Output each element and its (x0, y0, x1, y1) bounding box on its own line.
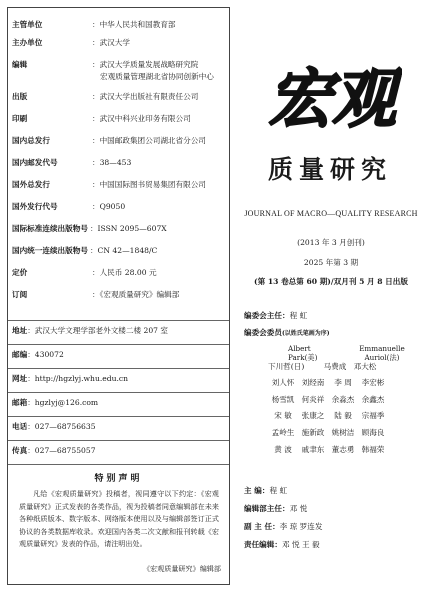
editor-label: 主 编： (244, 486, 270, 495)
info-value: 武汉大学出版社有限责任公司 (99, 92, 199, 101)
board-member-name: 顾海良 (361, 427, 385, 437)
board-chair (244, 310, 307, 321)
board-member-name: 姚树洁 (331, 427, 355, 437)
editor-value: 李 琼 罗连发 (279, 522, 323, 531)
board-member-name: 宗福季 (361, 411, 385, 421)
publication-info-box (7, 7, 230, 585)
info-row (12, 398, 226, 408)
board-member-name: 刘经南 (301, 378, 325, 388)
board-member-name: 施新政 (301, 427, 325, 437)
info-value: CN 42—1848/C (97, 246, 158, 255)
editor-value: 邓 悦 王 毅 (281, 540, 320, 549)
info-value: 宏观质量管理湖北省协同创新中心 (100, 72, 214, 81)
divider (8, 368, 229, 369)
info-label: 主办单位 (12, 38, 43, 47)
board-name-row (268, 427, 426, 444)
info-label: 国内邮发代号 (12, 158, 58, 167)
info-label: 网址 (12, 374, 28, 383)
board-name-row (268, 444, 426, 461)
divider (8, 416, 229, 417)
info-row (12, 114, 226, 124)
info-row (12, 422, 226, 432)
info-label: 印刷 (12, 114, 28, 123)
editor-value: 邓 悦 (289, 504, 308, 513)
board-member-name: 余淼杰 (331, 394, 355, 404)
issue-number: 2025 年第 3 期 (303, 258, 359, 267)
board-member-name: 余鑫杰 (361, 394, 385, 404)
editor-row (244, 539, 320, 550)
info-row (12, 326, 226, 336)
info-colon: ： (92, 92, 100, 101)
info-value: 中国邮政集团公司湖北省分公司 (99, 136, 206, 145)
journal-title-en: JOURNAL OF MACRO—QUALITY RESEARCH (244, 209, 418, 218)
info-colon: ： (92, 268, 100, 277)
board-member-name: 戚聿东 (301, 444, 325, 454)
board-name-row (268, 410, 426, 427)
info-label: 传真 (12, 446, 28, 455)
info-colon: ： (27, 374, 35, 383)
editor-value: 程 虹 (269, 486, 288, 495)
info-value: http://hgzlyj.whu.edu.cn (34, 374, 129, 383)
board-member-name: 杨雪凯 (271, 394, 295, 404)
info-row (12, 446, 226, 456)
info-label: 国外总发行 (12, 180, 50, 189)
info-row (12, 268, 226, 278)
board-name-row (268, 377, 426, 394)
info-value: 人民币 28.00 元 (99, 268, 157, 277)
info-row (12, 224, 226, 234)
board-member-name: 孟岭生 (271, 427, 295, 437)
divider (8, 392, 229, 393)
info-colon: ： (92, 158, 100, 167)
info-colon: ： (92, 114, 100, 123)
info-value: 武汉大学 (99, 38, 130, 47)
info-row (12, 72, 226, 82)
info-colon: ： (89, 224, 98, 233)
info-row (12, 158, 226, 168)
info-row (12, 246, 226, 256)
info-label: 邮编 (12, 350, 28, 359)
info-row (12, 60, 226, 70)
info-row (12, 136, 226, 146)
info-label: 邮箱 (12, 398, 28, 407)
board-member-name: Emmanuelle Auriol(法) (359, 344, 405, 362)
board-members-heading (244, 327, 330, 338)
info-value: 38—453 (99, 158, 132, 167)
info-label: 订阅 (12, 290, 28, 299)
board-member-name: 何炎祥 (301, 394, 325, 404)
info-value: 武汉大学文理学部老外文楼二楼 207 室 (34, 326, 169, 335)
board-member-name: 李 周 (334, 378, 352, 388)
board-name-row (268, 361, 426, 378)
info-value: 中国国际图书贸易集团有限公司 (99, 180, 206, 189)
editor-row (244, 521, 322, 532)
journal-title: 质量研究 (267, 155, 392, 184)
info-label: 主管单位 (12, 20, 43, 29)
info-row (12, 180, 226, 190)
editor-row (244, 485, 287, 496)
info-label: 国际标准连续出版物号 (12, 224, 88, 233)
info-label: 电话 (12, 422, 28, 431)
editor-label: 编辑部主任： (244, 504, 290, 513)
info-value: 武汉中科兴业印务有限公司 (99, 114, 191, 123)
info-label: 国外发行代号 (12, 202, 58, 211)
info-label: 编辑 (12, 60, 28, 69)
info-colon: ： (92, 202, 100, 211)
info-row (12, 374, 226, 384)
editor-label: 责任编辑： (244, 540, 282, 549)
board-members-list (268, 344, 426, 460)
info-colon: ： (92, 20, 100, 29)
board-member-name: 董志勇 (331, 444, 355, 454)
info-colon: ： (89, 246, 98, 255)
divider (8, 464, 229, 465)
info-colon: ： (27, 446, 35, 455)
notice-title: 特别声明 (94, 474, 143, 484)
divider (8, 344, 229, 345)
divider (8, 320, 229, 321)
info-colon: ： (92, 38, 100, 47)
info-row (12, 350, 226, 360)
info-label: 国内统一连续出版物号 (12, 246, 88, 255)
board-members-note: (以姓氏笔画为序) (281, 330, 330, 337)
info-label: 国内总发行 (12, 136, 50, 145)
board-members-label: 编委会委员 (244, 328, 282, 337)
info-value: 430072 (34, 350, 64, 359)
editor-row (244, 503, 307, 514)
info-label: 定价 (12, 268, 28, 277)
board-chair-label: 编委会主任： (244, 311, 290, 320)
info-value: Q9050 (99, 202, 126, 211)
info-colon: ： (27, 422, 35, 431)
info-row (12, 20, 226, 30)
info-colon: ： (27, 350, 35, 359)
info-value: 027—68756635 (34, 422, 96, 431)
board-member-name: 韩福荣 (361, 444, 385, 454)
volume-info: (第 13 卷总第 60 期)/双月刊 5 月 8 日出版 (254, 277, 408, 286)
info-colon: ： (92, 136, 100, 145)
board-member-name: 陆 毅 (334, 411, 352, 421)
board-member-name: 李宏彬 (361, 378, 385, 388)
info-colon: ： (92, 180, 100, 189)
board-member-name: 宋 敏 (274, 411, 292, 421)
info-value: 武汉大学质量发展战略研究院 (99, 60, 199, 69)
board-chair-name: 程 虹 (289, 311, 308, 320)
divider (8, 440, 229, 441)
info-value: 中华人民共和国教育部 (99, 20, 176, 29)
info-row (12, 92, 226, 102)
board-member-name: Albert Park(美) (288, 344, 318, 362)
info-label: 出版 (12, 92, 28, 101)
info-colon: ： (27, 398, 35, 407)
board-name-row (268, 394, 426, 411)
board-member-name: 刘人怀 (271, 378, 295, 388)
logo-text: 宏观 (268, 62, 396, 137)
notice-body: 凡给《宏观质量研究》投稿者，视同遵守以下约定：《宏观质量研究》正式发表的各类作品，视为投稿者同意编辑部在未来各种纸质版本、数字版本、网络版本使用以及与编辑部签订正式协议的各类数据库收录。欢迎国内各类二次文献和报刊转载《宏观质量研究》发表的作品，请注明出处。 (19, 489, 219, 548)
board-name-row (288, 344, 426, 361)
editor-label: 副 主 任： (244, 522, 280, 531)
board-member-name: 下川哲(日) (268, 361, 305, 371)
info-value: 027—68755057 (34, 446, 96, 455)
info-colon: ： (92, 60, 100, 69)
info-value: ISSN 2095—607X (97, 224, 167, 233)
board-member-name: 马费成 (323, 361, 347, 371)
info-row (12, 38, 226, 48)
info-colon: ： (92, 290, 100, 299)
notice-signature: 《宏观质量研究》编辑部 (142, 564, 221, 573)
journal-logo (262, 51, 402, 139)
info-value: hgzlyj@126.com (34, 398, 99, 407)
board-member-name: 邓大松 (353, 361, 377, 371)
info-row (12, 202, 226, 212)
founded-note: (2013 年 3 月创刊) (297, 238, 365, 247)
info-label: 地址 (12, 326, 28, 335)
info-colon: ： (27, 326, 35, 335)
info-row (12, 290, 226, 300)
board-member-name: 张康之 (301, 411, 325, 421)
info-value: 《宏观质量研究》编辑部 (99, 290, 180, 299)
board-member-name: 黄 波 (274, 444, 292, 454)
